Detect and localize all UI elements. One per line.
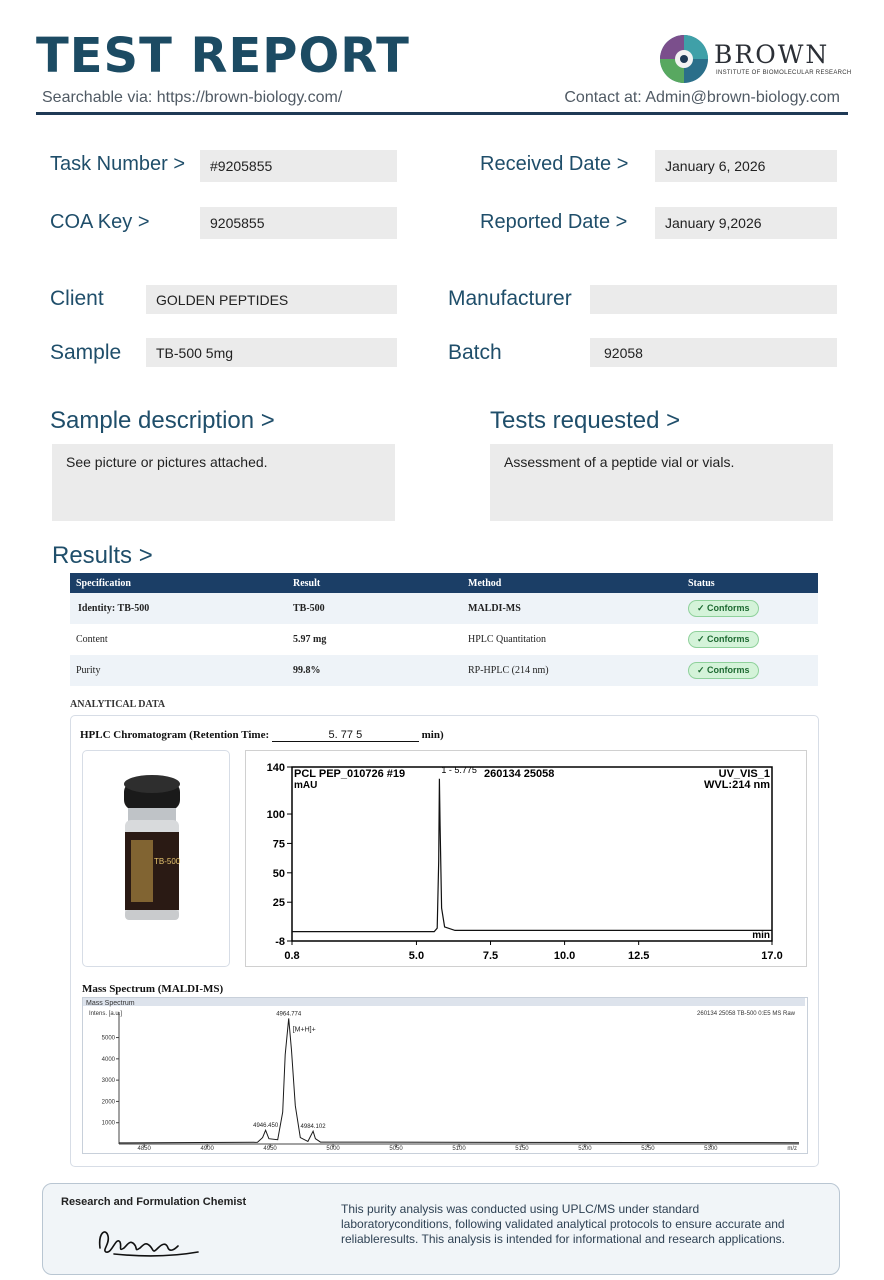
logo-name: BROWN [714, 40, 830, 69]
results-header-row [70, 573, 818, 593]
peak-label: 4984.102 [300, 1124, 326, 1131]
x-tick-label: 12.5 [627, 950, 650, 962]
hplc-run-id: 260134 25058 [484, 768, 555, 780]
x-tick-label: 5050 [389, 1146, 403, 1151]
batch-label: Batch [448, 341, 502, 364]
ms-trace [119, 1018, 799, 1143]
x-tick-label: 5000 [326, 1146, 340, 1151]
hplc-plot-area [292, 764, 772, 941]
row-result: 5.97 mg [293, 634, 327, 645]
row-method: RP-HPLC (214 nm) [468, 665, 549, 676]
header-rule [36, 112, 848, 115]
report-title: TEST REPORT [36, 28, 410, 84]
row-spec: Content [76, 634, 108, 645]
row-method: MALDI-MS [468, 603, 521, 614]
x-tick-label: 4850 [137, 1146, 151, 1151]
received-date-label: Received Date > [480, 153, 629, 175]
chemist-signature-icon [94, 1222, 204, 1262]
reported-date-field: January 9,2026 [655, 207, 837, 239]
row-method: HPLC Quantitation [468, 634, 547, 645]
y-tick-label: 5000 [101, 1035, 115, 1042]
manufacturer-field [590, 285, 837, 314]
status-badge: ✓ Conforms [688, 662, 759, 679]
task-number-field: #9205855 [200, 150, 397, 182]
x-tick-label: 5100 [452, 1146, 466, 1151]
results-heading: Results > [52, 542, 153, 569]
x-tick-label: 10.0 [553, 950, 576, 962]
mass-spectrum [83, 998, 805, 1151]
hplc-channel: UV_VIS_1 [718, 768, 770, 780]
peak-label: 4964.774 [276, 1011, 302, 1018]
sample-label: Sample [50, 341, 122, 364]
institute-logo-icon [658, 33, 710, 85]
x-axis-label: min [752, 930, 770, 941]
row-result: TB-500 [293, 603, 325, 614]
chemist-role: Research and Formulation Chemist [61, 1196, 247, 1208]
ms-panel-title: Mass Spectrum [86, 1000, 135, 1007]
analytical-heading: ANALYTICAL DATA [70, 699, 166, 710]
y-tick-label: 4000 [101, 1056, 115, 1063]
y-tick-label: 1000 [101, 1120, 115, 1127]
table-row [70, 593, 818, 624]
searchable-url: Searchable via: https://brown-biology.com/ [42, 89, 343, 106]
col-status: Status [682, 573, 818, 593]
col-result: Result [287, 573, 462, 593]
hplc-unit: min) [421, 729, 444, 741]
row-status-cell [682, 593, 818, 624]
sample-description-box: See picture or pictures attached. [52, 444, 395, 521]
y-tick-label: 140 [266, 762, 285, 774]
status-badge: ✓ Conforms [688, 600, 759, 617]
tests-requested-box: Assessment of a peptide vial or vials. [490, 444, 833, 521]
task-number-label: Task Number > [50, 153, 186, 175]
peak-label: 1 - 5.775 [441, 764, 477, 775]
peak-label: 4946.450 [253, 1123, 279, 1130]
y-tick-label: 100 [266, 809, 285, 822]
x-tick-label: 5150 [515, 1146, 529, 1151]
y-tick-label: 50 [272, 867, 285, 880]
y-axis-label: mAU [294, 780, 318, 791]
x-tick-label: 5300 [704, 1146, 718, 1151]
results-table [70, 573, 818, 686]
hplc-chromatogram [248, 753, 802, 963]
table-row [70, 655, 818, 686]
logo-subtitle: INSTITUTE OF BIOMOLECULAR RESEARCH [716, 70, 852, 76]
hplc-title: PCL PEP_010726 #19 [294, 768, 406, 780]
coa-key-label: COA Key > [50, 211, 150, 233]
hplc-title-text: HPLC Chromatogram (Retention Time: [80, 729, 270, 741]
peptide-vial-image [100, 762, 212, 958]
y-tick-label: -8 [275, 936, 285, 948]
row-status-cell [682, 655, 818, 686]
received-date-field: January 6, 2026 [655, 150, 837, 182]
x-tick-label: 4900 [200, 1146, 214, 1151]
ion-label: [M+H]+ [292, 1026, 316, 1034]
ms-run-label: 260134 25058 TB-500 0:E5 MS Raw [697, 1011, 795, 1017]
ms-panel-titlebar [83, 998, 805, 1006]
tests-requested-heading: Tests requested > [490, 407, 681, 434]
row-result: 99.8% [293, 665, 321, 676]
row-status-cell [682, 624, 818, 655]
client-field: GOLDEN PEPTIDES [146, 285, 397, 314]
table-row [70, 624, 818, 655]
manufacturer-label: Manufacturer [448, 287, 572, 310]
hplc-wavelength: WVL:214 nm [703, 779, 770, 791]
sample-field: TB-500 5mg [146, 338, 397, 367]
analysis-note: This purity analysis was conducted using UPLC/MS under standard laboratoryconditions, following validated analytical protocols to ensure accurate and reliableresults. This analysis is intended for informational and research applications. [341, 1202, 786, 1246]
col-specification: Specification [70, 573, 287, 593]
y-tick-label: 25 [272, 897, 285, 910]
x-tick-label: 5200 [578, 1146, 592, 1151]
x-tick-label: 17.0 [761, 950, 783, 962]
y-tick-label: 75 [272, 838, 285, 851]
x-tick-label: 0.8 [284, 950, 300, 962]
y-tick-label: 3000 [101, 1078, 115, 1085]
sample-description-heading: Sample description > [50, 407, 275, 434]
x-tick-label: 5250 [641, 1146, 655, 1151]
row-spec: Identity: TB-500 [78, 603, 150, 614]
ms-title: Mass Spectrum (MALDI-MS) [82, 983, 224, 995]
batch-field: 92058 [590, 338, 837, 367]
row-spec: Purity [76, 665, 101, 676]
hplc-title [80, 729, 444, 742]
x-axis-label: m/z [787, 1146, 797, 1151]
coa-key-field: 9205855 [200, 207, 397, 239]
x-tick-label: 5.0 [408, 950, 425, 962]
vial-label: TB-500 [154, 857, 181, 866]
client-label: Client [50, 287, 104, 310]
y-axis-label: Intens. [a.u.] [89, 1011, 123, 1017]
x-tick-label: 7.5 [482, 950, 499, 962]
y-tick-label: 2000 [101, 1099, 115, 1106]
x-tick-label: 4950 [263, 1146, 277, 1151]
hplc-trace [292, 779, 772, 932]
col-method: Method [462, 573, 682, 593]
reported-date-label: Reported Date > [480, 211, 628, 233]
retention-time-value: 5. 77 5 [272, 729, 419, 742]
status-badge: ✓ Conforms [688, 631, 759, 648]
contact-email: Contact at: Admin@brown-biology.com [564, 89, 840, 106]
